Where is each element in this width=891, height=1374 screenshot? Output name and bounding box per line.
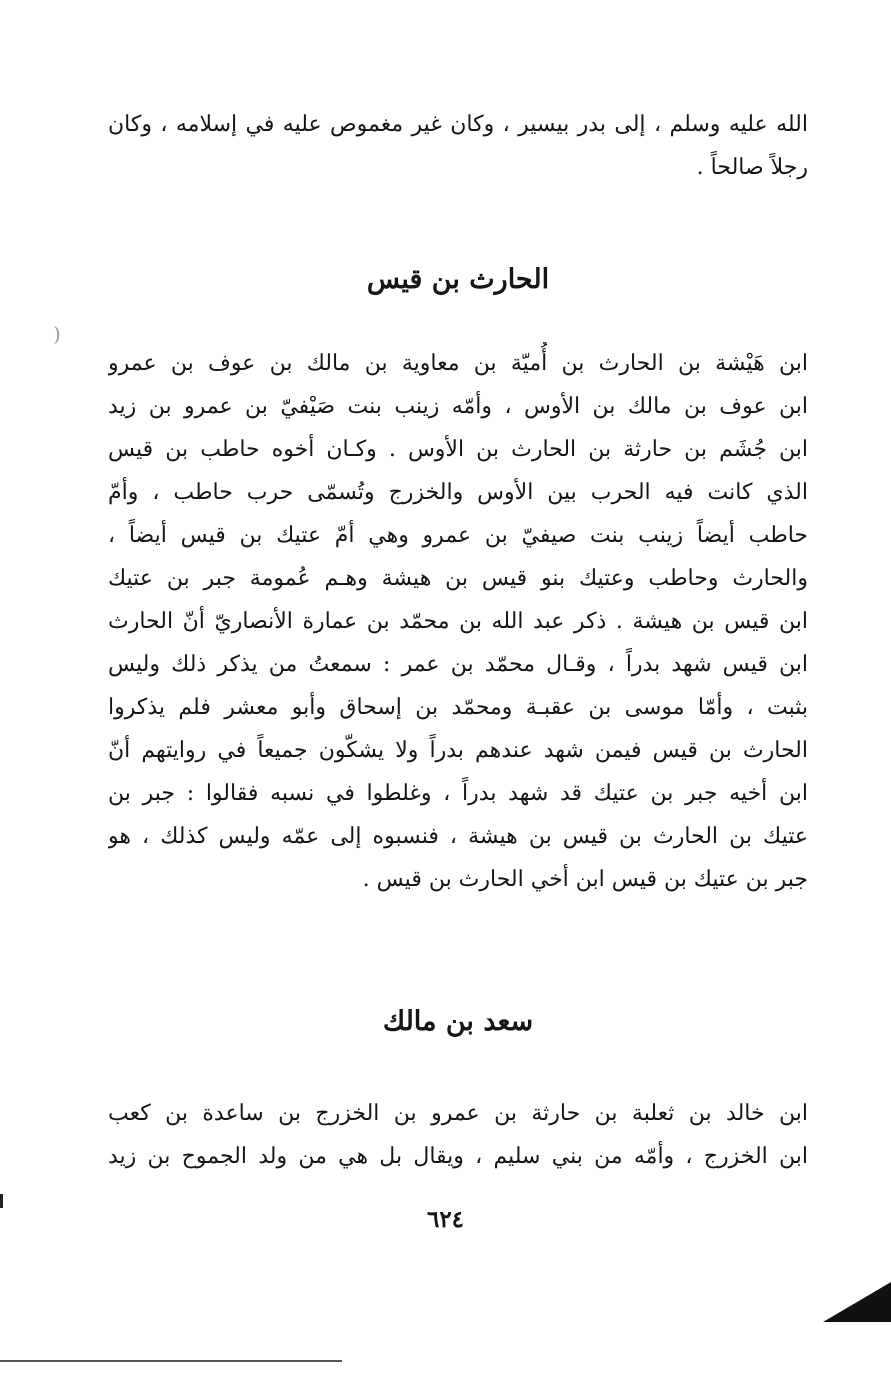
section-body-saad (108, 1092, 808, 1178)
text-line: الحارث بن قيس فيمن شهد عندهم بدراً ولا يشكّون جميعاً في روايتهم أنّ (108, 738, 808, 763)
section-heading-harith: الحارث بن قيس (366, 264, 550, 295)
text-line: الذي كانت فيه الحرب بين الأوس والخزرج وتُسمّى حرب حاطب ، وأمّ (108, 480, 808, 505)
text-line: ابن الخزرج ، وأمّه من بني سليم ، ويقال بل هي من ولد الجموح بن زيد (108, 1144, 808, 1169)
text-line: والحارث وحاطب وعتيك بنو قيس بن هيشة وهـم عُمومة جبر بن عتيك (108, 566, 808, 591)
text-line: ابن قيس بن هيشة . ذكر عبد الله بن محمّد بن عمارة الأنصاريّ أنّ الحارث (108, 609, 808, 634)
section-heading-saad: سعد بن مالك (382, 1006, 534, 1037)
text-line: ابن عوف بن مالك بن الأوس ، وأمّه زينب بنت صَيْفيّ بن عمرو بن زيد (108, 394, 808, 419)
margin-mark: ) (53, 322, 61, 346)
text-line: عتيك بن الحارث بن قيس بن هيشة ، فنسبوه إلى عمّه وليس كذلك ، هو (108, 824, 808, 849)
section-body-harith (108, 342, 808, 901)
text-line: ابن خالد بن ثعلبة بن حارثة بن عمرو بن الخزرج بن ساعدة بن كعب (108, 1101, 808, 1126)
text-line: حاطب أيضاً زينب بنت صيفيّ بن عمرو وهي أمّ عتيك بن قيس أيضاً ، (108, 523, 808, 548)
page-number: ٦٢٤ (426, 1206, 465, 1233)
top-paragraph (108, 103, 808, 189)
text-line: جبر بن عتيك بن قيس ابن أخي الحارث بن قيس . (362, 867, 808, 892)
text-line: بثبت ، وأمّا موسى بن عقبـة ومحمّد بن إسحاق وأبو معشر فلم يذكروا (108, 695, 808, 720)
scan-mark (0, 1194, 3, 1208)
text-line: ابن قيس شهد بدراً ، وقـال محمّد بن عمر : سمعتُ من يذكر ذلك وليس (108, 652, 808, 677)
text-line: ابن جُشَم بن حارثة بن الحارث بن الأوس . وكـان أخوه حاطب بن قيس (108, 437, 808, 462)
text-line: الله عليه وسلم ، إلى بدر بيسير ، وكان غير مغموص عليه في إسلامه ، وكان (108, 112, 808, 137)
text-line: رجلاً صالحاً . (696, 155, 808, 180)
text-line: ابن هَيْشة بن الحارث بن أُميّة بن معاوية بن مالك بن عوف بن عمرو (108, 351, 808, 376)
bottom-rule (0, 1360, 342, 1362)
text-line: ابن أخيه جبر بن عتيك قد شهد بدراً ، وغلطوا في نسبه فقالوا : جبر بن (108, 781, 808, 806)
scan-corner-shadow (823, 1282, 891, 1322)
